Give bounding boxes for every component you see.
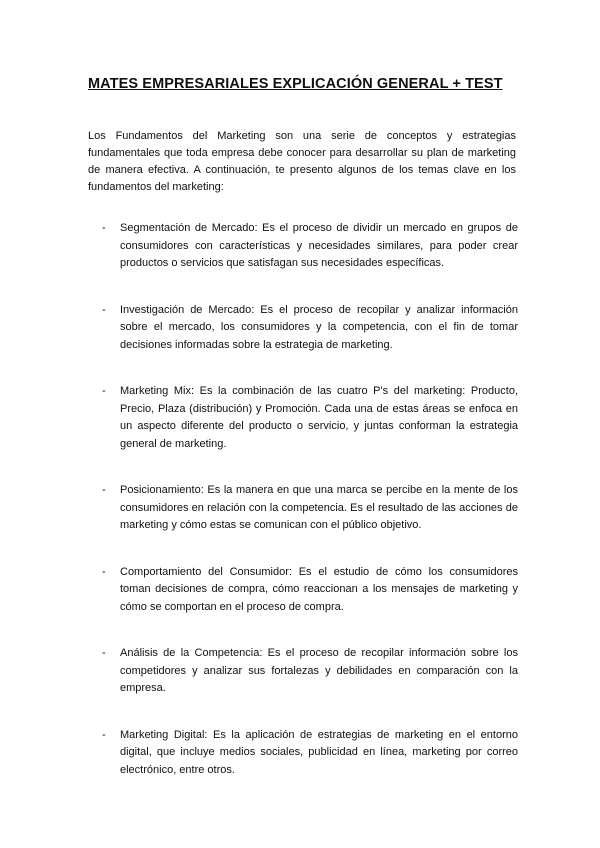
list-item — [88, 482, 518, 535]
topic-list — [88, 220, 518, 779]
list-item-text: Marketing Mix: Es la combinación de las cuatro P's del marketing: Producto, Precio, Plaza (distribución) y Promoción. Cada una de estas áreas se enfoca en un aspecto diferente del producto o servicio, y juntas conforman la estrategia general de marketing. — [120, 385, 518, 450]
list-item — [88, 302, 518, 355]
bullet-dash: - — [102, 385, 106, 397]
list-item — [88, 220, 518, 273]
list-item-text: Análisis de la Competencia: Es el proceso de recopilar información sobre los competidores y analizar sus fortalezas y debilidades en comparación con la empresa. — [120, 647, 518, 694]
document-title: MATES EMPRESARIALES EXPLICACIÓN GENERAL + TEST — [88, 76, 503, 92]
list-item-text: Marketing Digital: Es la aplicación de estrategias de marketing en el entorno digital, que incluye medios sociales, publicidad en línea, marketing por correo electrónico, entre otros. — [120, 728, 518, 776]
list-item-text: Investigación de Mercado: Es el proceso de recopilar y analizar información sobre el mercado, los consumidores y la competencia, con el fin de tomar decisiones informadas sobre la estrategia de marketing. — [120, 303, 518, 351]
list-item-text: Posicionamiento: Es la manera en que una marca se percibe en la mente de los consumidores en relación con la competencia. Es el resultado de las acciones de marketing y cómo estas se comunican con el público objetivo. — [120, 484, 518, 531]
list-item-text: Segmentación de Mercado: Es el proceso de dividir un mercado en grupos de consumidores con características y necesidades similares, para poder crear productos o servicios que satisfagan sus necesidades específicas. — [120, 222, 518, 269]
list-item — [88, 727, 518, 780]
bullet-dash: - — [102, 222, 106, 234]
list-item — [88, 645, 518, 698]
intro-paragraph: Los Fundamentos del Marketing son una serie de conceptos y estrategias fundamentales que toda empresa debe conocer para desarrollar su plan de marketing de manera efectiva. A continuación, te presento algunos de los temas clave en los fundamentos del marketing: — [88, 130, 516, 193]
list-item — [88, 564, 518, 617]
bullet-dash: - — [102, 565, 106, 578]
bullet-dash: - — [102, 647, 106, 659]
bullet-dash: - — [102, 484, 106, 496]
list-item-text: Comportamiento del Consumidor: Es el estudio de cómo los consumidores toman decisiones de compra, cómo reaccionan a los mensajes de marketing y cómo se comportan en el proceso de compra. — [120, 565, 518, 613]
list-item — [88, 383, 518, 453]
bullet-dash: - — [102, 728, 106, 741]
bullet-dash: - — [102, 303, 106, 316]
